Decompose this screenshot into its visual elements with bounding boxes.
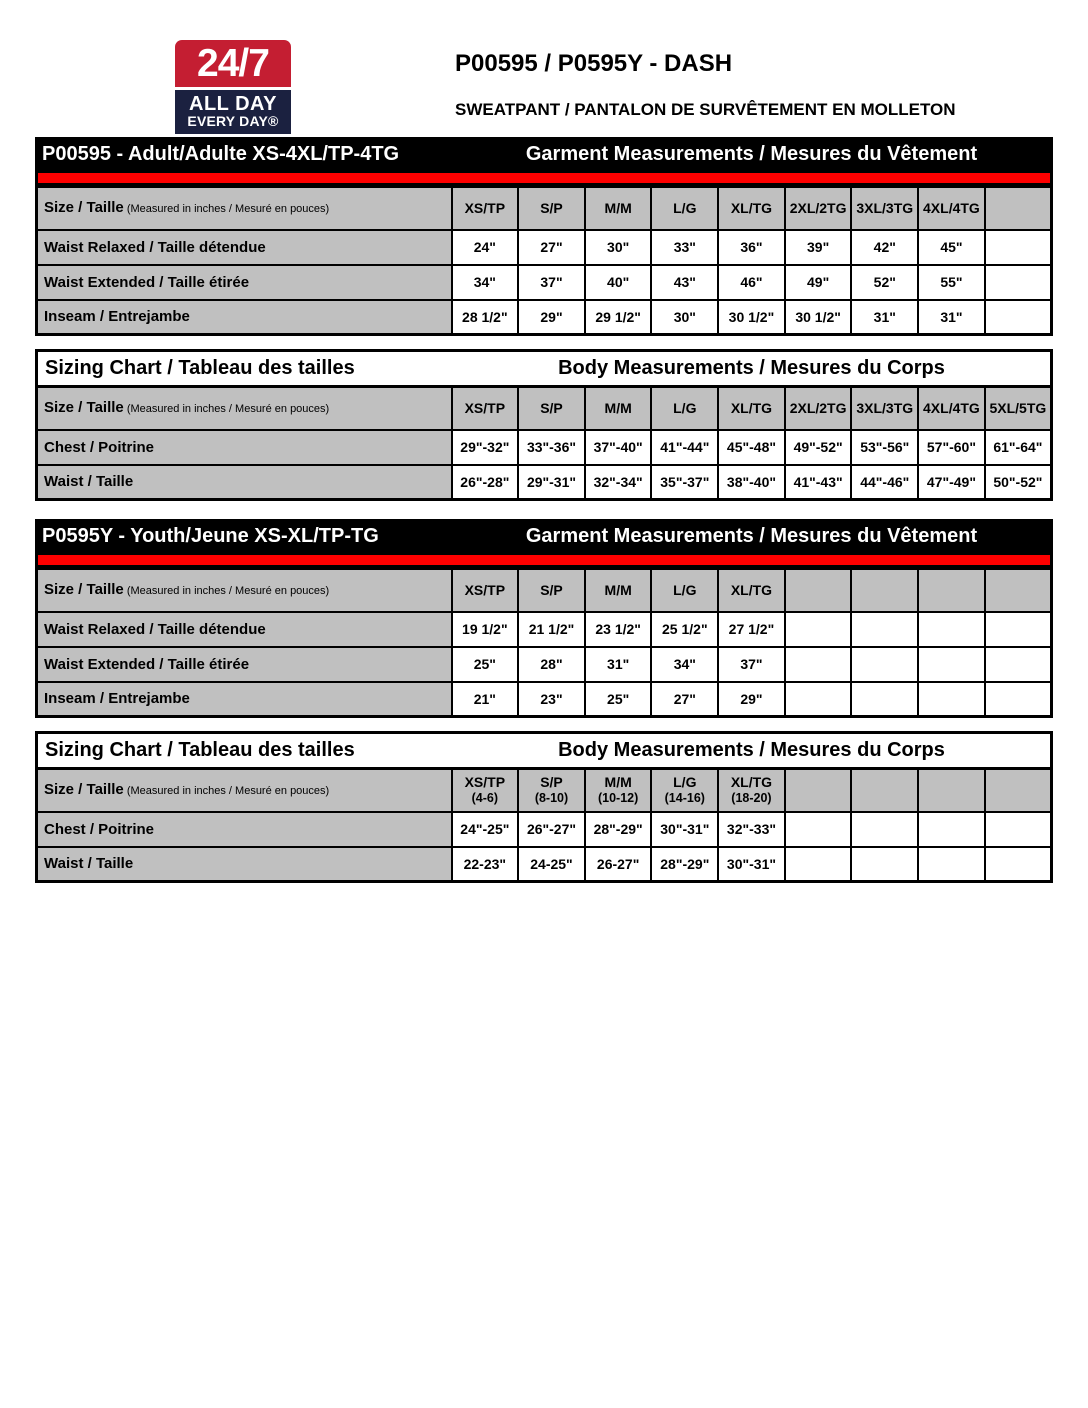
column-header-label: XS/TP: [464, 400, 506, 417]
value-cell: 21 1/2": [518, 612, 585, 647]
row-label: Waist / Taille: [37, 465, 452, 500]
table-title-youth-body: [35, 731, 1053, 767]
table-title-left: Sizing Chart / Tableau des tailles: [45, 739, 355, 761]
column-header-s-p: [518, 387, 585, 430]
value-cell-empty: [785, 812, 852, 847]
value-cell: 25": [452, 647, 519, 682]
value-cell: 30": [651, 300, 718, 335]
page-subtitle: SWEATPANT / PANTALON DE SURVÊTEMENT EN MOLLETON: [455, 100, 956, 119]
size-label-cell: [37, 769, 452, 812]
column-header-3xl-3tg: [851, 187, 918, 230]
value-cell-empty: [985, 300, 1052, 335]
row-label: Waist / Taille: [37, 847, 452, 882]
value-cell: 34": [651, 647, 718, 682]
value-cell-empty: [985, 847, 1052, 882]
value-cell: 41"-43": [785, 465, 852, 500]
column-header-label: 2XL/2TG: [789, 200, 847, 217]
column-header-label: L/G: [673, 200, 697, 217]
column-header-sub: (18-20): [731, 791, 772, 806]
column-header-4xl-4tg: [918, 187, 985, 230]
size-header-row: [37, 387, 1052, 430]
column-header-sub: (8-10): [534, 791, 569, 806]
value-cell: 31": [918, 300, 985, 335]
value-cell-empty: [851, 682, 918, 717]
table-title-left: P0595Y - Youth/Jeune XS-XL/TP-TG: [42, 524, 379, 547]
value-cell: 29": [718, 682, 785, 717]
row-label: Inseam / Entrejambe: [37, 300, 452, 335]
column-header-label: XL/TG: [730, 200, 773, 217]
table-title-adult-body: [35, 349, 1053, 385]
column-header-label: L/G: [673, 400, 697, 417]
size-label-cell: [37, 187, 452, 230]
column-header-s-p: [518, 569, 585, 612]
column-header-3xl-3tg: [851, 387, 918, 430]
red-accent-bar: [35, 553, 1053, 567]
column-header-m-m: [585, 387, 652, 430]
table-row: [37, 682, 1052, 717]
value-cell: 38"-40": [718, 465, 785, 500]
column-header-5xl-5tg: [985, 387, 1052, 430]
column-header-empty: [851, 569, 918, 612]
document-header: [455, 50, 956, 120]
size-table-youth-garment: [35, 567, 1053, 718]
table-row: [37, 430, 1052, 465]
size-unit-note: (Measured in inches / Mesuré en pouces): [123, 403, 330, 416]
table-title-right: Body Measurements / Mesures du Corps: [558, 739, 945, 761]
size-header-row: [37, 569, 1052, 612]
value-cell-empty: [918, 812, 985, 847]
column-header-l-g: [651, 769, 718, 812]
value-cell: 22-23": [452, 847, 519, 882]
logo-all-day-text: ALL DAY: [189, 93, 277, 115]
column-header-xl-tg: [718, 387, 785, 430]
value-cell: 33"-36": [518, 430, 585, 465]
value-cell-empty: [851, 847, 918, 882]
column-header-label: XL/TG: [730, 774, 773, 791]
table-adult-body: [35, 349, 1053, 501]
value-cell: 24": [452, 230, 519, 265]
value-cell: 30 1/2": [785, 300, 852, 335]
tables-container: [35, 137, 1053, 896]
value-cell: 23": [518, 682, 585, 717]
column-header-label: XL/TG: [730, 400, 773, 417]
table-title-left: P00595 - Adult/Adulte XS-4XL/TP-4TG: [42, 142, 400, 165]
value-cell: 32"-33": [718, 812, 785, 847]
column-header-empty: [985, 569, 1052, 612]
table-youth-garment: [35, 519, 1053, 718]
value-cell: 29": [518, 300, 585, 335]
value-cell: 27 1/2": [718, 612, 785, 647]
column-header-empty: [851, 769, 918, 812]
value-cell: 23 1/2": [585, 612, 652, 647]
row-label: Waist Relaxed / Taille détendue: [37, 230, 452, 265]
value-cell: 25 1/2": [651, 612, 718, 647]
value-cell-empty: [985, 265, 1052, 300]
value-cell-empty: [918, 647, 985, 682]
value-cell: 49"-52": [785, 430, 852, 465]
column-header-label: M/M: [604, 582, 632, 599]
column-header-label: S/P: [540, 774, 563, 791]
column-header-label: 3XL/3TG: [856, 400, 914, 417]
column-header-xs-tp: [452, 569, 519, 612]
size-header-row: [37, 187, 1052, 230]
row-label: Waist Extended / Taille étirée: [37, 265, 452, 300]
value-cell-empty: [985, 612, 1052, 647]
table-title-adult-garment: [35, 137, 1053, 171]
value-cell: 32"-34": [585, 465, 652, 500]
size-unit-note: (Measured in inches / Mesuré en pouces): [123, 585, 330, 598]
value-cell: 26-27": [585, 847, 652, 882]
column-header-empty: [785, 569, 852, 612]
column-header-m-m: [585, 769, 652, 812]
column-header-label: M/M: [604, 774, 632, 791]
column-header-label: M/M: [604, 200, 632, 217]
column-header-sub: (14-16): [664, 791, 705, 806]
value-cell: 28"-29": [651, 847, 718, 882]
value-cell: 30"-31": [651, 812, 718, 847]
table-row: [37, 465, 1052, 500]
column-header-label: XS/TP: [464, 200, 506, 217]
value-cell: 29"-32": [452, 430, 519, 465]
logo-24-7-badge: 24/7: [175, 40, 291, 87]
column-header-label: 2XL/2TG: [789, 400, 847, 417]
row-label: Chest / Poitrine: [37, 430, 452, 465]
table-title-right: Garment Measurements / Mesures du Vêtement: [525, 142, 978, 165]
column-header-empty: [918, 569, 985, 612]
value-cell: 31": [851, 300, 918, 335]
column-header-xs-tp: [452, 769, 519, 812]
value-cell: 34": [452, 265, 519, 300]
value-cell-empty: [918, 612, 985, 647]
value-cell: 50"-52": [985, 465, 1052, 500]
column-header-label: 4XL/4TG: [923, 200, 980, 217]
column-header-m-m: [585, 569, 652, 612]
value-cell: 47"-49": [918, 465, 985, 500]
size-label: Size / Taille: [44, 199, 124, 217]
column-header-empty: [785, 769, 852, 812]
value-cell-empty: [985, 647, 1052, 682]
column-header-label: XS/TP: [464, 774, 506, 791]
value-cell-empty: [785, 847, 852, 882]
red-accent-bar-fill: [38, 173, 1050, 183]
value-cell: 26"-27": [518, 812, 585, 847]
column-header-4xl-4tg: [918, 387, 985, 430]
table-row: [37, 612, 1052, 647]
column-header-label: S/P: [540, 400, 563, 417]
column-header-label: 5XL/5TG: [989, 400, 1047, 417]
value-cell: 37"-40": [585, 430, 652, 465]
column-header-l-g: [651, 387, 718, 430]
value-cell: 26"-28": [452, 465, 519, 500]
value-cell-empty: [851, 612, 918, 647]
value-cell: 46": [718, 265, 785, 300]
column-header-s-p: [518, 769, 585, 812]
value-cell: 36": [718, 230, 785, 265]
value-cell: 49": [785, 265, 852, 300]
table-row: [37, 265, 1052, 300]
value-cell: 31": [585, 647, 652, 682]
table-title-right: Garment Measurements / Mesures du Vêtement: [525, 524, 978, 547]
value-cell-empty: [851, 812, 918, 847]
value-cell: 25": [585, 682, 652, 717]
column-header-label: L/G: [673, 582, 697, 599]
column-header-m-m: [585, 187, 652, 230]
value-cell: 37": [518, 265, 585, 300]
red-accent-bar: [35, 171, 1053, 185]
value-cell: 27": [518, 230, 585, 265]
size-label: Size / Taille: [44, 581, 124, 599]
table-row: [37, 300, 1052, 335]
column-header-2xl-2tg: [785, 187, 852, 230]
value-cell: 40": [585, 265, 652, 300]
column-header-empty: [985, 769, 1052, 812]
value-cell: 33": [651, 230, 718, 265]
value-cell: 30": [585, 230, 652, 265]
value-cell: 42": [851, 230, 918, 265]
column-header-2xl-2tg: [785, 387, 852, 430]
value-cell: 45"-48": [718, 430, 785, 465]
value-cell-empty: [985, 230, 1052, 265]
column-header-label: S/P: [540, 582, 563, 599]
row-label: Waist Extended / Taille étirée: [37, 647, 452, 682]
table-row: [37, 230, 1052, 265]
value-cell: 37": [718, 647, 785, 682]
value-cell: 61"-64": [985, 430, 1052, 465]
page-title: P00595 / P0595Y - DASH: [455, 50, 733, 77]
table-row: [37, 847, 1052, 882]
table-title-left: Sizing Chart / Tableau des tailles: [45, 357, 355, 379]
row-label: Waist Relaxed / Taille détendue: [37, 612, 452, 647]
value-cell: 21": [452, 682, 519, 717]
value-cell: 29 1/2": [585, 300, 652, 335]
size-label-cell: [37, 387, 452, 430]
value-cell-empty: [918, 847, 985, 882]
column-header-xs-tp: [452, 387, 519, 430]
table-youth-body: [35, 731, 1053, 883]
column-header-label: L/G: [673, 774, 697, 791]
value-cell: 45": [918, 230, 985, 265]
value-cell: 28"-29": [585, 812, 652, 847]
column-header-label: 3XL/3TG: [856, 200, 914, 217]
size-table-adult-body: [35, 385, 1053, 501]
value-cell-empty: [985, 812, 1052, 847]
column-header-l-g: [651, 187, 718, 230]
logo-tagline: [175, 90, 291, 134]
size-unit-note: (Measured in inches / Mesuré en pouces): [123, 785, 330, 798]
table-adult-garment: [35, 137, 1053, 336]
table-title-right: Body Measurements / Mesures du Corps: [558, 357, 945, 379]
value-cell: 28": [518, 647, 585, 682]
column-header-sub: (4-6): [471, 791, 499, 806]
column-header-xl-tg: [718, 769, 785, 812]
column-header-label: S/P: [540, 200, 563, 217]
size-table-youth-body: [35, 767, 1053, 883]
value-cell: 39": [785, 230, 852, 265]
value-cell: 41"-44": [651, 430, 718, 465]
size-table-adult-garment: [35, 185, 1053, 336]
value-cell: 55": [918, 265, 985, 300]
size-label: Size / Taille: [44, 399, 124, 417]
value-cell: 35"-37": [651, 465, 718, 500]
red-accent-bar-fill: [38, 555, 1050, 565]
value-cell-empty: [785, 647, 852, 682]
value-cell-empty: [785, 612, 852, 647]
column-header-xl-tg: [718, 569, 785, 612]
column-header-xl-tg: [718, 187, 785, 230]
value-cell: 30 1/2": [718, 300, 785, 335]
value-cell-empty: [785, 682, 852, 717]
brand-logo: [175, 40, 291, 134]
column-header-label: M/M: [604, 400, 632, 417]
column-header-s-p: [518, 187, 585, 230]
value-cell-empty: [985, 682, 1052, 717]
table-row: [37, 647, 1052, 682]
value-cell: 28 1/2": [452, 300, 519, 335]
value-cell: 29"-31": [518, 465, 585, 500]
value-cell: 19 1/2": [452, 612, 519, 647]
logo-every-day-text: EVERY DAY®: [187, 113, 279, 129]
row-label: Inseam / Entrejambe: [37, 682, 452, 717]
size-label-cell: [37, 569, 452, 612]
value-cell: 27": [651, 682, 718, 717]
column-header-empty: [985, 187, 1052, 230]
value-cell: 53"-56": [851, 430, 918, 465]
column-header-sub: (10-12): [597, 791, 639, 806]
column-header-empty: [918, 769, 985, 812]
value-cell: 30"-31": [718, 847, 785, 882]
value-cell: 44"-46": [851, 465, 918, 500]
value-cell: 43": [651, 265, 718, 300]
column-header-xs-tp: [452, 187, 519, 230]
value-cell: 24"-25": [452, 812, 519, 847]
table-title-youth-garment: [35, 519, 1053, 553]
value-cell-empty: [851, 647, 918, 682]
value-cell: 24-25": [518, 847, 585, 882]
column-header-label: 4XL/4TG: [923, 400, 980, 417]
value-cell-empty: [918, 682, 985, 717]
table-row: [37, 812, 1052, 847]
value-cell: 52": [851, 265, 918, 300]
column-header-label: XL/TG: [730, 582, 773, 599]
size-unit-note: (Measured in inches / Mesuré en pouces): [123, 203, 330, 216]
column-header-l-g: [651, 569, 718, 612]
size-header-row: [37, 769, 1052, 812]
column-header-label: XS/TP: [464, 582, 506, 599]
value-cell: 57"-60": [918, 430, 985, 465]
size-label: Size / Taille: [44, 781, 124, 799]
row-label: Chest / Poitrine: [37, 812, 452, 847]
